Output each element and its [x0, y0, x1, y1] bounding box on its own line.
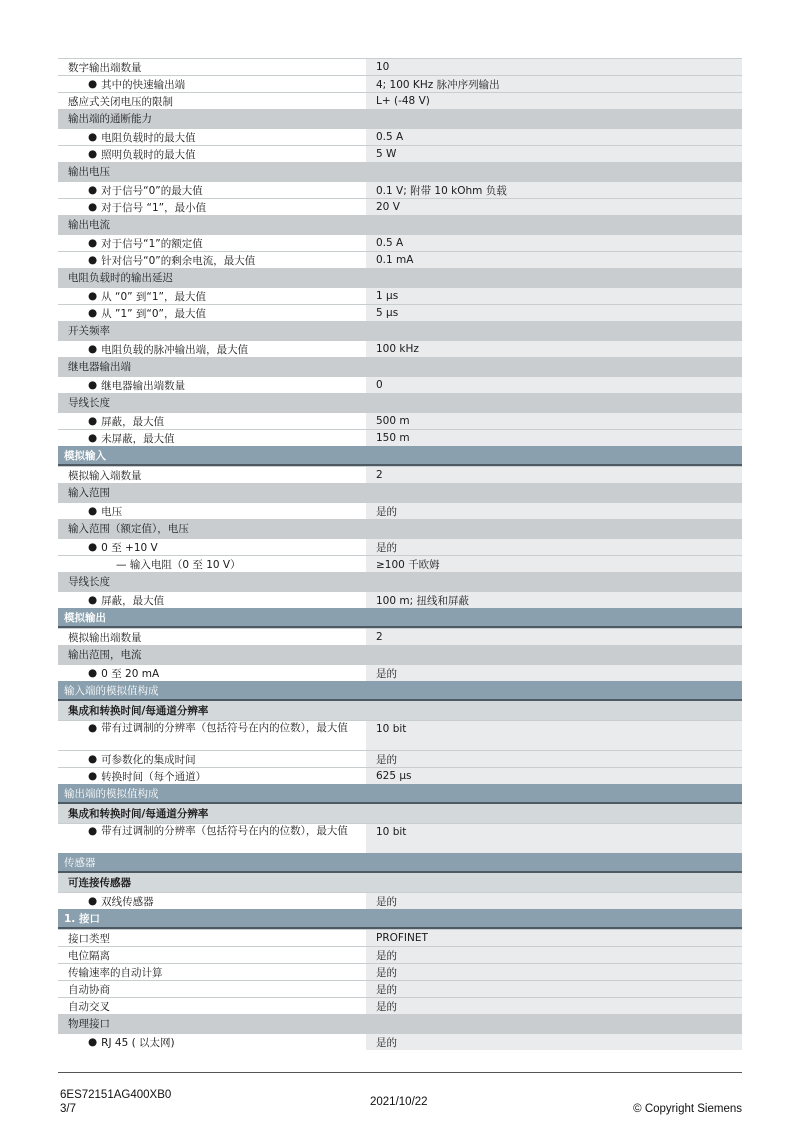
spec-row [58, 720, 742, 750]
spec-label [58, 93, 364, 109]
spec-row [58, 198, 742, 215]
spec-value: 10 [366, 59, 742, 75]
spec-value: 是的 [366, 539, 742, 555]
spec-row [58, 538, 742, 555]
spec-value: 是的 [366, 998, 742, 1014]
spec-value: 100 m; 扭线和屏蔽 [366, 592, 742, 608]
spec-label [58, 964, 364, 980]
spec-value: 是的 [366, 751, 742, 767]
spec-label [58, 947, 364, 963]
spec-label-text: 从 ”1” 到“0”，最大值 [101, 307, 206, 320]
spec-row [58, 75, 742, 92]
category-header [58, 393, 742, 412]
spec-value: 0 [366, 377, 742, 393]
spec-value: 是的 [366, 1034, 742, 1050]
spec-row [58, 946, 742, 963]
spec-value: L+ (-48 V) [366, 93, 742, 109]
spec-label-text: 未屏蔽，最大值 [101, 432, 175, 445]
category-header [58, 483, 742, 502]
spec-row [58, 92, 742, 109]
spec-row [58, 591, 742, 608]
spec-row [58, 555, 742, 572]
spec-label [58, 305, 364, 321]
section-header-label: 传感器 [64, 856, 96, 869]
category-header-label: 输出电流 [68, 219, 110, 231]
category-header [58, 572, 742, 591]
bullet-icon: ● [88, 379, 98, 391]
section-header-label: 模拟输入 [64, 449, 106, 462]
subcategory-header [58, 873, 742, 892]
spec-row [58, 980, 742, 997]
spec-label [58, 377, 364, 393]
spec-row [58, 234, 742, 251]
bullet-icon: ● [88, 290, 98, 302]
spec-row [58, 502, 742, 519]
spec-label-text: 其中的快速输出端 [101, 78, 186, 91]
spec-row [58, 628, 742, 645]
spec-label [58, 981, 364, 997]
bullet-icon: ● [88, 1036, 98, 1048]
spec-table [58, 58, 742, 1050]
spec-value: 是的 [366, 503, 742, 519]
spec-label-text: 电位隔离 [68, 949, 110, 962]
spec-row [58, 304, 742, 321]
spec-value: 0.5 A [366, 129, 742, 145]
spec-label [58, 146, 364, 162]
spec-label [58, 76, 364, 92]
spec-label-text: 针对信号“0”的剩余电流，最大值 [101, 254, 256, 267]
spec-row [58, 128, 742, 145]
spec-row [58, 145, 742, 162]
spec-value: PROFINET [366, 930, 742, 946]
section-header-label: 输出端的模拟值构成 [64, 787, 159, 800]
category-header [58, 268, 742, 287]
bullet-icon: ● [88, 722, 98, 734]
spec-label-text: 传输速率的自动计算 [68, 966, 163, 979]
bullet-icon: ● [88, 432, 98, 444]
spec-row [58, 340, 742, 357]
category-header-label: 继电器输出端 [68, 361, 131, 373]
spec-label-text: 自动交叉 [68, 1000, 110, 1013]
spec-value: ≥100 千欧姆 [366, 556, 742, 572]
spec-value: 5 W [366, 146, 742, 162]
bullet-icon: ● [88, 541, 98, 553]
copyright: © Copyright Siemens [633, 1103, 742, 1115]
category-header [58, 215, 742, 234]
spec-label-text: 双线传感器 [101, 895, 154, 908]
bullet-icon: ● [88, 770, 98, 782]
spec-label [58, 199, 364, 215]
spec-label [58, 503, 364, 519]
spec-row [58, 1033, 742, 1050]
bullet-icon: ● [88, 753, 98, 765]
spec-label-text: 带有过调制的分辨率（包括符号在内的位数），最大值 [101, 825, 348, 837]
category-header [58, 1014, 742, 1033]
bullet-icon: ● [88, 307, 98, 319]
section-header-label: 输入端的模拟值构成 [64, 684, 159, 697]
category-header-label: 电阻负载时的输出延迟 [68, 272, 173, 284]
subcategory-header [58, 804, 742, 823]
section-header-label: 模拟输出 [64, 611, 106, 624]
category-header-label: 输出范围，电流 [68, 649, 142, 661]
section-header [58, 681, 742, 701]
spec-value: 5 µs [366, 305, 742, 321]
spec-label-text: RJ 45 ( 以太网) [101, 1036, 175, 1049]
spec-label [58, 721, 364, 750]
spec-value: 是的 [366, 947, 742, 963]
spec-label [58, 751, 364, 767]
spec-row [58, 892, 742, 909]
document-date: 2021/10/22 [370, 1096, 428, 1108]
spec-value: 625 µs [366, 768, 742, 784]
section-header-label: 1. 接口 [64, 912, 100, 925]
spec-row [58, 429, 742, 446]
subcategory-header-label: 集成和转换时间/每通道分辨率 [68, 705, 209, 717]
spec-value: 0.1 mA [366, 252, 742, 268]
spec-label [58, 252, 364, 268]
bullet-icon: ● [88, 148, 98, 160]
category-header [58, 357, 742, 376]
spec-value: 2 [366, 467, 742, 483]
spec-label-text: 0 至 20 mA [101, 667, 160, 680]
spec-label [58, 539, 364, 555]
spec-label-text: 对于信号 “1”，最小值 [101, 201, 207, 214]
spec-label-text: 对于信号“0”的最大值 [101, 184, 203, 197]
spec-label-text: 从 “0” 到“1”，最大值 [101, 290, 206, 303]
bullet-icon: ● [88, 594, 98, 606]
spec-row [58, 997, 742, 1014]
subcategory-header-label: 集成和转换时间/每通道分辨率 [68, 808, 209, 820]
spec-value: 100 kHz [366, 341, 742, 357]
spec-label-text: 电阻负载的脉冲输出端，最大值 [101, 343, 249, 356]
spec-label [58, 998, 364, 1014]
spec-label [58, 556, 364, 572]
spec-label-text: 电压 [101, 505, 123, 518]
spec-label [58, 1034, 364, 1050]
category-header-label: 输入范围（额定值），电压 [68, 523, 189, 535]
category-header [58, 109, 742, 128]
section-header [58, 909, 742, 929]
spec-label-text: 接口类型 [68, 932, 110, 945]
spec-value: 500 m [366, 413, 742, 429]
category-header-label: 导线长度 [68, 397, 110, 409]
spec-label [58, 235, 364, 251]
spec-label-text: 屏蔽，最大值 [101, 415, 165, 428]
bullet-icon: ● [88, 184, 98, 196]
spec-label-text: 对于信号“1”的额定值 [101, 237, 203, 250]
spec-label-text: 自动协商 [68, 983, 110, 996]
page-number: 3/7 [60, 1103, 76, 1115]
section-header [58, 784, 742, 804]
spec-label [58, 341, 364, 357]
spec-value: 20 V [366, 199, 742, 215]
bullet-icon: ● [88, 78, 98, 90]
spec-label [58, 665, 364, 681]
spec-value: 150 m [366, 430, 742, 446]
category-header [58, 645, 742, 664]
category-header-label: 开关频率 [68, 325, 110, 337]
page-footer [58, 1072, 742, 1115]
spec-row [58, 963, 742, 980]
bullet-icon: ● [88, 505, 98, 517]
spec-label [58, 893, 364, 909]
spec-row [58, 376, 742, 393]
spec-label-text: 0 至 +10 V [101, 541, 158, 554]
subcategory-header [58, 701, 742, 720]
spec-label [58, 413, 364, 429]
spec-row [58, 251, 742, 268]
spec-row [58, 412, 742, 429]
spec-row [58, 664, 742, 681]
spec-label-text: 电阻负载时的最大值 [101, 131, 196, 144]
spec-row [58, 58, 742, 75]
bullet-icon: ● [88, 895, 98, 907]
spec-label-text: 可参数化的集成时间 [101, 753, 196, 766]
spec-value: 是的 [366, 893, 742, 909]
spec-label [58, 129, 364, 145]
subcategory-header-label: 可连接传感器 [68, 877, 131, 889]
spec-label-text: 模拟输入端数量 [68, 469, 142, 482]
bullet-icon: ● [88, 415, 98, 427]
category-header [58, 321, 742, 340]
bullet-icon: ● [88, 131, 98, 143]
spec-value: 是的 [366, 981, 742, 997]
spec-label [58, 430, 364, 446]
spec-label [58, 592, 364, 608]
spec-label [58, 59, 364, 75]
spec-value: 0.5 A [366, 235, 742, 251]
spec-label-text: 带有过调制的分辨率（包括符号在内的位数），最大值 [101, 722, 348, 734]
spec-label [58, 629, 364, 645]
spec-row [58, 466, 742, 483]
spec-value: 10 bit [366, 824, 742, 853]
spec-value: 1 µs [366, 288, 742, 304]
category-header-label: 物理接口 [68, 1018, 110, 1030]
category-header-label: 输出电压 [68, 166, 110, 178]
spec-row [58, 287, 742, 304]
spec-label-text: 屏蔽，最大值 [101, 594, 165, 607]
spec-label-text: — 输入电阻（0 至 10 V） [116, 558, 241, 571]
spec-label [58, 288, 364, 304]
section-header [58, 853, 742, 873]
spec-row [58, 767, 742, 784]
category-header-label: 输出端的通断能力 [68, 113, 152, 125]
spec-value: 是的 [366, 665, 742, 681]
spec-label-text: 模拟输出端数量 [68, 631, 142, 644]
spec-label-text: 照明负载时的最大值 [101, 148, 196, 161]
bullet-icon: ● [88, 201, 98, 213]
spec-label [58, 824, 364, 853]
section-header [58, 608, 742, 628]
spec-value: 10 bit [366, 721, 742, 750]
spec-label [58, 930, 364, 946]
category-header-label: 导线长度 [68, 576, 110, 588]
bullet-icon: ● [88, 237, 98, 249]
category-header [58, 162, 742, 181]
section-header [58, 446, 742, 466]
spec-row [58, 929, 742, 946]
bullet-icon: ● [88, 825, 98, 837]
spec-row [58, 750, 742, 767]
spec-label-text: 感应式关闭电压的限制 [68, 95, 173, 108]
bullet-icon: ● [88, 343, 98, 355]
category-header-label: 输入范围 [68, 487, 110, 499]
spec-label [58, 768, 364, 784]
spec-label-text: 数字输出端数量 [68, 61, 142, 74]
spec-label-text: 转换时间（每个通道） [101, 770, 207, 783]
spec-value: 2 [366, 629, 742, 645]
bullet-icon: ● [88, 254, 98, 266]
spec-value: 是的 [366, 964, 742, 980]
article-number: 6ES72151AG400XB0 [60, 1089, 172, 1101]
spec-value: 0.1 V; 附带 10 kOhm 负载 [366, 182, 742, 198]
spec-label-text: 继电器输出端数量 [101, 379, 186, 392]
category-header [58, 519, 742, 538]
spec-row [58, 823, 742, 853]
spec-value: 4; 100 KHz 脉冲序列输出 [366, 76, 742, 92]
spec-label [58, 467, 364, 483]
spec-label [58, 182, 364, 198]
spec-row [58, 181, 742, 198]
bullet-icon: ● [88, 667, 98, 679]
